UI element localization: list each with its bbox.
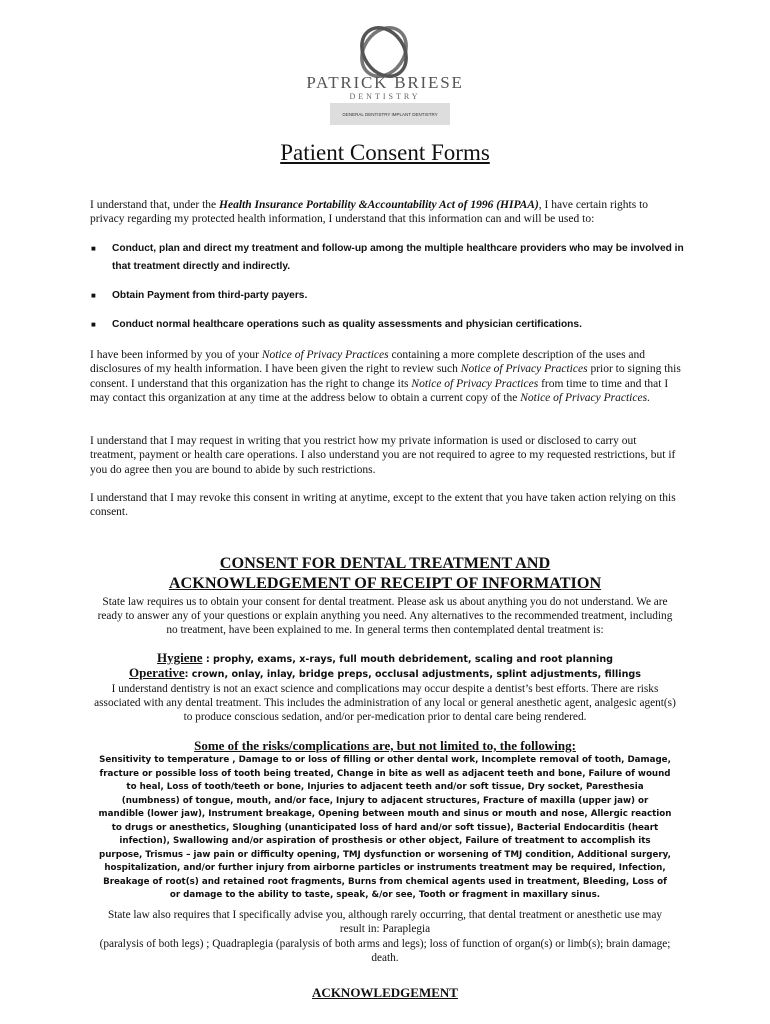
state-law-line2: (paralysis of both legs) ; Quadraplegia (paralysis of both arms and legs); loss of function of organ(s) or limb(s); brain damage; death. xyxy=(99,938,671,965)
practice-subtitle: DENTISTRY xyxy=(349,92,421,101)
revoke-paragraph: I understand that I may revoke this consent in writing at anytime, except to the extent that you have taken action relying on this consent. xyxy=(90,492,676,519)
list-item: ■ Conduct normal healthcare operations such as quality assessments and physician certifications. xyxy=(91,319,582,330)
risks-heading: Some of the risks/complications are, but not limited to, the following: xyxy=(194,738,576,753)
list-item: ■ Obtain Payment from third-party payers. xyxy=(91,290,308,301)
hipaa-intro: I understand that, under the Health Insurance Portability &Accountability Act of 1996 (HIPAA), I have certain rights to privacy regarding my protected health information, I understand that this information can and will be used to: xyxy=(90,199,649,226)
science-paragraph: I understand dentistry is not an exact science and complications may occur despite a dentist’s best efforts. There are risks associated with any dental treatment. This includes the administration of any local or general anesthetic agent, analgesic agent(s) to produce conscious sedation, and/or per-medication prior to dental care being rendered. xyxy=(94,683,676,724)
hipaa-act-name: Health Insurance Portability &Accountability Act of 1996 (HIPAA) xyxy=(219,199,539,211)
consent-heading: CONSENT FOR DENTAL TREATMENT AND ACKNOWLEDGEMENT OF RECEIPT OF INFORMATION xyxy=(168,554,602,592)
risks-list: Sensitivity to temperature , Damage to or loss of filling or other dental work, Incomplete removal of tooth, Damage, fracture or possible loss of tooth being treated, Change in bite as well as adjacent teeth and bone, Failure of wound to heal, Loss of tooth/teeth or bone, Injuries to adjacent teeth and/or soft tissue, Dry socket, Paresthesia (numbness) of tongue, mouth, and/or face, Injury to adjacent structures, Fracture of maxilla (upper jaw) or mandible (lower jaw), Instrument breakage, Opening between mouth and sinus or mouth and nose, Allergic reaction to drugs or anesthetics, Sloughing (unanticipated loss of hard and/or soft tissue), Bacterial Endocarditis (heart infection), Swallowing and/or aspiration of prosthesis or other object, Failure of treatment to accomplish its purpose, Trismus – jaw pain or difficulty opening, TMJ dysfunction or worsening of TMJ condition, Additional surgery, hospitalization, and/or further injury from airborne particles or instruments treatment may be required, Infection, Breakage of root(s) and retained root fragments, Burns from chemical agents used in treatment, Bleeding, Loss of or damage to the ability to taste, speak, &/or see, Tooth or fragment in maxillary sinus. xyxy=(98,755,672,900)
practice-name: PATRICK BRIESE xyxy=(306,73,464,92)
list-item: ■ Conduct, plan and direct my treatment and follow-up among the multiple healthcare providers who may be involved in that treatment directly and indirectly. xyxy=(91,243,684,272)
restriction-paragraph: I understand that I may request in writing that you restrict how my private information is used or disclosed to carry out treatment, payment or health care operations. I also understand you are not required to agree to my requested restrictions, but if you do agree then you are bound to abide by such restrictions. xyxy=(90,435,676,476)
state-law-line1: State law also requires that I specifically advise you, although rarely occurring, that dental treatment or anesthetic use may result in: Paraplegia xyxy=(108,909,662,936)
privacy-notice-paragraph: I have been informed by you of your Notice of Privacy Practices containing a more complete description of the uses and disclosures of my health information. I have been given the right to review such Notice of Privacy Practices prior to signing this consent. I understand that this organization has the right to change its Notice of Privacy Practices from time to time and that I may contact this organization at any time at the address below to obtain a current copy of the Notice of Privacy Practices. xyxy=(90,349,681,404)
page-title: Patient Consent Forms xyxy=(280,140,490,165)
consent-intro: State law requires us to obtain your consent for dental treatment. Please ask us about anything you do not understand. We are ready to answer any of your questions or explain anything you need. Any alternatives to the recommended treatment, including no treatment, have been explained to me. In general terms then contemplated dental treatment is: xyxy=(97,596,673,637)
hygiene-line: Hygiene : prophy, exams, x-rays, full mouth debridement, scaling and root planning xyxy=(156,650,614,665)
acknowledgement-heading: ACKNOWLEDGEMENT xyxy=(312,985,458,1000)
operative-line: Operative: crown, onlay, inlay, bridge preps, occlusal adjustments, splint adjustments, fillings xyxy=(129,665,641,680)
practice-tagline: GENERAL DENTISTRY IMPLANT DENTISTRY xyxy=(330,103,450,125)
